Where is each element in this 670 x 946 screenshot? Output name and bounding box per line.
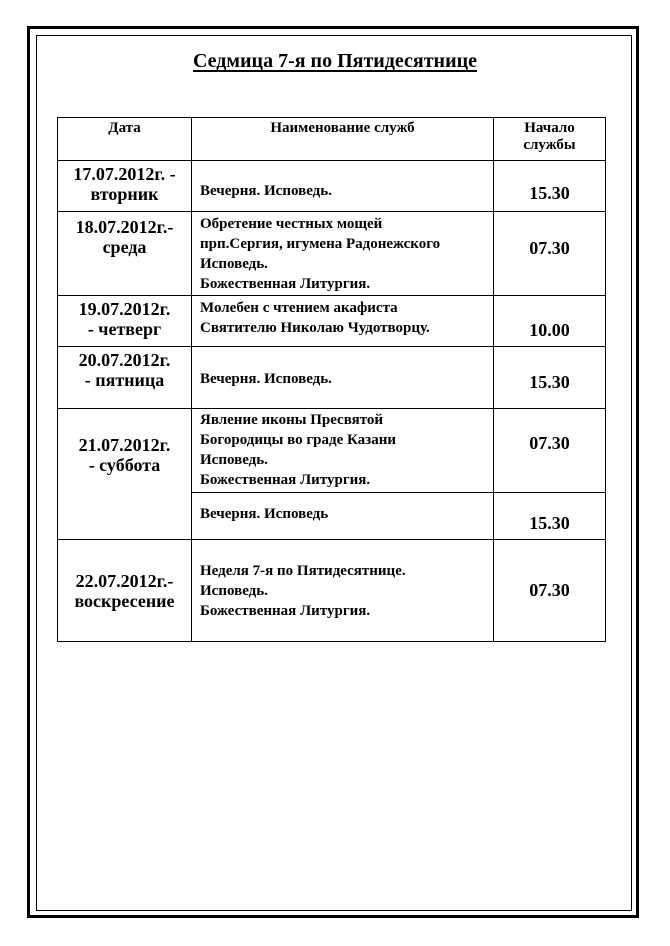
header-start-time: Начало службы bbox=[494, 118, 606, 161]
header-service-name: Наименование служб bbox=[192, 118, 494, 161]
row-date: 22.07.2012г.- воскресение bbox=[58, 540, 192, 642]
row-time: 07.30 bbox=[494, 212, 606, 296]
row-time: 10.00 bbox=[494, 296, 606, 347]
row-date: 17.07.2012г. - вторник bbox=[58, 161, 192, 212]
row-services: Вечерня. Исповедь. bbox=[192, 347, 494, 409]
table-header-row bbox=[58, 118, 606, 161]
schedule-table bbox=[57, 117, 606, 642]
row-services: Вечерня. Исповедь. bbox=[192, 161, 494, 212]
header-date: Дата bbox=[58, 118, 192, 161]
page-title: Седмица 7-я по Пятидесятнице bbox=[192, 50, 478, 72]
row-time: 15.30 bbox=[494, 161, 606, 212]
table-row bbox=[58, 296, 606, 347]
row-services: Неделя 7-я по Пятидесятнице. Исповедь. Божественная Литургия. bbox=[192, 540, 494, 642]
table-row bbox=[58, 212, 606, 296]
row-services: Вечерня. Исповедь bbox=[192, 493, 494, 540]
table-row bbox=[58, 409, 606, 493]
row-services: Явление иконы Пресвятой Богородицы во граде Казани Исповедь. Божественная Литургия. bbox=[192, 409, 494, 493]
table-row bbox=[58, 161, 606, 212]
table-row bbox=[58, 540, 606, 642]
row-services: Молебен с чтением акафиста Святителю Николаю Чудотворцу. bbox=[192, 296, 494, 347]
row-time: 15.30 bbox=[494, 347, 606, 409]
row-time: 15.30 bbox=[494, 493, 606, 540]
row-time: 07.30 bbox=[494, 540, 606, 642]
row-date: 20.07.2012г. - пятница bbox=[58, 347, 192, 409]
row-date: 18.07.2012г.- среда bbox=[58, 212, 192, 296]
table-row bbox=[58, 347, 606, 409]
row-date: 19.07.2012г. - четверг bbox=[58, 296, 192, 347]
row-services: Обретение честных мощей прп.Сергия, игумена Радонежского Исповедь. Божественная Литургия. bbox=[192, 212, 494, 296]
row-date: 21.07.2012г. - суббота bbox=[58, 409, 192, 540]
row-time: 07.30 bbox=[494, 409, 606, 493]
